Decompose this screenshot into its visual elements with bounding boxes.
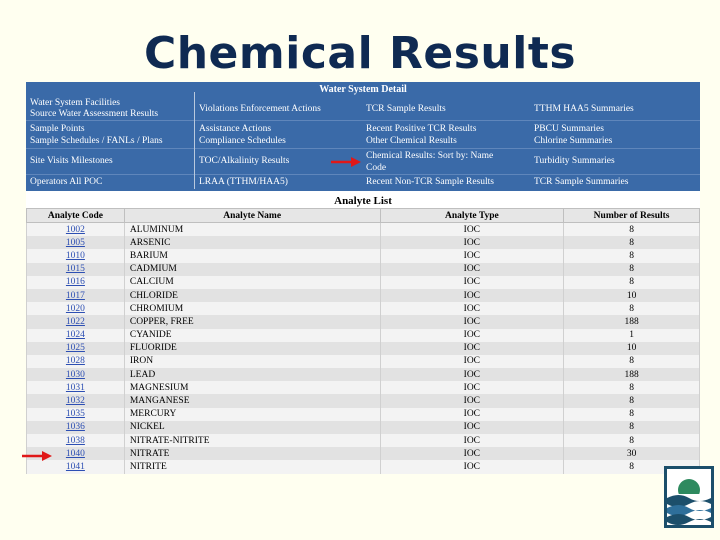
result-count: 8 bbox=[564, 408, 700, 421]
analyte-name: LEAD bbox=[124, 368, 380, 381]
analyte-type: IOC bbox=[380, 329, 564, 342]
table-row bbox=[27, 289, 700, 302]
result-count: 8 bbox=[564, 421, 700, 434]
nav-link-source-water-assessment[interactable]: Source Water Assessment Results bbox=[30, 109, 159, 119]
nav-link-toc-alkalinity[interactable]: TOC/Alkalinity Results bbox=[199, 156, 290, 166]
table-row bbox=[27, 223, 700, 237]
organization-logo bbox=[664, 466, 714, 528]
analyte-type: IOC bbox=[380, 302, 564, 315]
analyte-name: CADMIUM bbox=[124, 263, 380, 276]
analyte-type: IOC bbox=[380, 223, 564, 237]
page-title: Chemical Results bbox=[143, 28, 577, 79]
result-count: 8 bbox=[564, 302, 700, 315]
analyte-type: IOC bbox=[380, 276, 564, 289]
table-row bbox=[27, 263, 700, 276]
result-count: 8 bbox=[564, 276, 700, 289]
analyte-name: NITRITE bbox=[124, 460, 380, 473]
table-row bbox=[27, 434, 700, 447]
nav-link-violations-enforcement[interactable]: Violations Enforcement Actions bbox=[199, 104, 321, 114]
nav-link-tcr-sample-results[interactable]: TCR Sample Results bbox=[366, 104, 446, 114]
nav-row-divider bbox=[26, 120, 700, 121]
nav-link-operators-all-poc[interactable]: Operators All POC bbox=[30, 177, 103, 187]
analyte-type: IOC bbox=[380, 394, 564, 407]
table-row bbox=[27, 342, 700, 355]
nav-link-turbidity-summaries[interactable]: Turbidity Summaries bbox=[534, 156, 615, 166]
result-count: 10 bbox=[564, 289, 700, 302]
analyte-name: CHROMIUM bbox=[124, 302, 380, 315]
analyte-type: IOC bbox=[380, 434, 564, 447]
column-header-number-of-results[interactable]: Number of Results bbox=[564, 209, 700, 223]
nav-link-chemical-results-sort[interactable]: Chemical Results: Sort by: Name bbox=[366, 151, 494, 161]
analyte-type: IOC bbox=[380, 408, 564, 421]
column-header-analyte-type[interactable]: Analyte Type bbox=[380, 209, 564, 223]
table-row bbox=[27, 276, 700, 289]
nav-link-lraa[interactable]: LRAA (TTHM/HAA5) bbox=[199, 177, 288, 187]
table-header-row bbox=[27, 209, 700, 223]
result-count: 30 bbox=[564, 447, 700, 460]
nav-link-recent-non-tcr[interactable]: Recent Non-TCR Sample Results bbox=[366, 177, 494, 187]
table-row bbox=[27, 447, 700, 460]
analyte-name: IRON bbox=[124, 355, 380, 368]
analyte-type: IOC bbox=[380, 236, 564, 249]
analyte-code-link[interactable]: 1005 bbox=[27, 236, 125, 249]
table-row bbox=[27, 302, 700, 315]
result-count: 188 bbox=[564, 315, 700, 328]
analyte-code-link[interactable]: 1041 bbox=[27, 460, 125, 473]
nav-link-recent-positive-tcr[interactable]: Recent Positive TCR Results bbox=[366, 124, 477, 134]
analyte-name: FLUORIDE bbox=[124, 342, 380, 355]
analyte-list-title: Analyte List bbox=[334, 195, 392, 207]
analyte-table bbox=[26, 208, 700, 474]
analyte-name: MAGNESIUM bbox=[124, 381, 380, 394]
analyte-code-link[interactable]: 1020 bbox=[27, 302, 125, 315]
result-count: 8 bbox=[564, 460, 700, 473]
analyte-name: CYANIDE bbox=[124, 329, 380, 342]
analyte-type: IOC bbox=[380, 368, 564, 381]
analyte-table-body bbox=[27, 223, 700, 474]
nav-row-divider bbox=[26, 174, 700, 175]
result-count: 8 bbox=[564, 381, 700, 394]
analyte-code-link[interactable]: 1022 bbox=[27, 315, 125, 328]
analyte-type: IOC bbox=[380, 289, 564, 302]
analyte-name: MANGANESE bbox=[124, 394, 380, 407]
table-row bbox=[27, 460, 700, 473]
analyte-code-link[interactable]: 1038 bbox=[27, 434, 125, 447]
app-screenshot bbox=[26, 82, 700, 472]
analyte-code-link[interactable]: 1040 bbox=[27, 447, 125, 460]
analyte-code-link[interactable]: 1030 bbox=[27, 368, 125, 381]
result-count: 10 bbox=[564, 342, 700, 355]
analyte-code-link[interactable]: 1032 bbox=[27, 394, 125, 407]
nav-link-chemical-results-code[interactable]: Code bbox=[366, 163, 387, 173]
analyte-type: IOC bbox=[380, 355, 564, 368]
table-row bbox=[27, 315, 700, 328]
analyte-type: IOC bbox=[380, 342, 564, 355]
analyte-type: IOC bbox=[380, 315, 564, 328]
analyte-type: IOC bbox=[380, 447, 564, 460]
analyte-name: MERCURY bbox=[124, 408, 380, 421]
table-row bbox=[27, 236, 700, 249]
analyte-code-link[interactable]: 1015 bbox=[27, 263, 125, 276]
nav-title: Water System Detail bbox=[319, 84, 407, 95]
table-row bbox=[27, 249, 700, 262]
analyte-type: IOC bbox=[380, 249, 564, 262]
result-count: 1 bbox=[564, 329, 700, 342]
analyte-code-link[interactable]: 1031 bbox=[27, 381, 125, 394]
nav-link-assistance-actions[interactable]: Assistance Actions bbox=[199, 124, 272, 134]
water-system-detail-nav bbox=[26, 82, 700, 191]
table-row bbox=[27, 394, 700, 407]
analyte-type: IOC bbox=[380, 263, 564, 276]
result-count: 8 bbox=[564, 249, 700, 262]
nav-row-divider bbox=[26, 148, 700, 149]
analyte-type: IOC bbox=[380, 460, 564, 473]
analyte-code-link[interactable]: 1002 bbox=[27, 223, 125, 237]
table-row bbox=[27, 381, 700, 394]
analyte-name: NITRATE bbox=[124, 447, 380, 460]
analyte-code-link[interactable]: 1028 bbox=[27, 355, 125, 368]
analyte-name: ARSENIC bbox=[124, 236, 380, 249]
table-row bbox=[27, 329, 700, 342]
result-count: 8 bbox=[564, 236, 700, 249]
result-count: 8 bbox=[564, 434, 700, 447]
table-row bbox=[27, 368, 700, 381]
result-count: 8 bbox=[564, 394, 700, 407]
nav-link-sample-schedules[interactable]: Sample Schedules / FANLs / Plans bbox=[30, 136, 163, 146]
analyte-code-link[interactable]: 1017 bbox=[27, 289, 125, 302]
analyte-name: NITRATE-NITRITE bbox=[124, 434, 380, 447]
nav-link-compliance-schedules[interactable]: Compliance Schedules bbox=[199, 136, 286, 146]
analyte-code-link[interactable]: 1025 bbox=[27, 342, 125, 355]
analyte-name: NICKEL bbox=[124, 421, 380, 434]
nav-link-water-system-facilities[interactable]: Water System Facilities bbox=[30, 98, 120, 108]
nav-column-divider bbox=[194, 92, 195, 189]
analyte-type: IOC bbox=[380, 421, 564, 434]
result-count: 8 bbox=[564, 355, 700, 368]
result-count: 8 bbox=[564, 263, 700, 276]
nav-link-sample-points[interactable]: Sample Points bbox=[30, 124, 85, 134]
table-row bbox=[27, 408, 700, 421]
analyte-name: CALCIUM bbox=[124, 276, 380, 289]
analyte-name: ALUMINUM bbox=[124, 223, 380, 237]
nav-link-site-visits-milestones[interactable]: Site Visits Milestones bbox=[30, 156, 113, 166]
analyte-code-link[interactable]: 1035 bbox=[27, 408, 125, 421]
analyte-name: BARIUM bbox=[124, 249, 380, 262]
nav-link-pbcu-summaries[interactable]: PBCU Summaries bbox=[534, 124, 604, 134]
result-count: 8 bbox=[564, 223, 700, 237]
analyte-code-link[interactable]: 1010 bbox=[27, 249, 125, 262]
analyte-code-link[interactable]: 1024 bbox=[27, 329, 125, 342]
result-count: 188 bbox=[564, 368, 700, 381]
nav-link-tcr-sample-summaries[interactable]: TCR Sample Summaries bbox=[534, 177, 629, 187]
analyte-name: COPPER, FREE bbox=[124, 315, 380, 328]
right-arrow-icon bbox=[22, 451, 52, 461]
analyte-name: CHLORIDE bbox=[124, 289, 380, 302]
nav-link-other-chemical-results[interactable]: Other Chemical Results bbox=[366, 136, 457, 146]
nav-link-chlorine-summaries[interactable]: Chlorine Summaries bbox=[534, 136, 613, 146]
table-row bbox=[27, 355, 700, 368]
column-header-analyte-code[interactable]: Analyte Code bbox=[27, 209, 125, 223]
table-row bbox=[27, 421, 700, 434]
right-arrow-icon bbox=[331, 157, 361, 167]
nav-link-tthm-haa5-summaries[interactable]: TTHM HAA5 Summaries bbox=[534, 104, 634, 114]
column-header-analyte-name[interactable]: Analyte Name bbox=[124, 209, 380, 223]
analyte-code-link[interactable]: 1016 bbox=[27, 276, 125, 289]
analyte-code-link[interactable]: 1036 bbox=[27, 421, 125, 434]
analyte-type: IOC bbox=[380, 381, 564, 394]
